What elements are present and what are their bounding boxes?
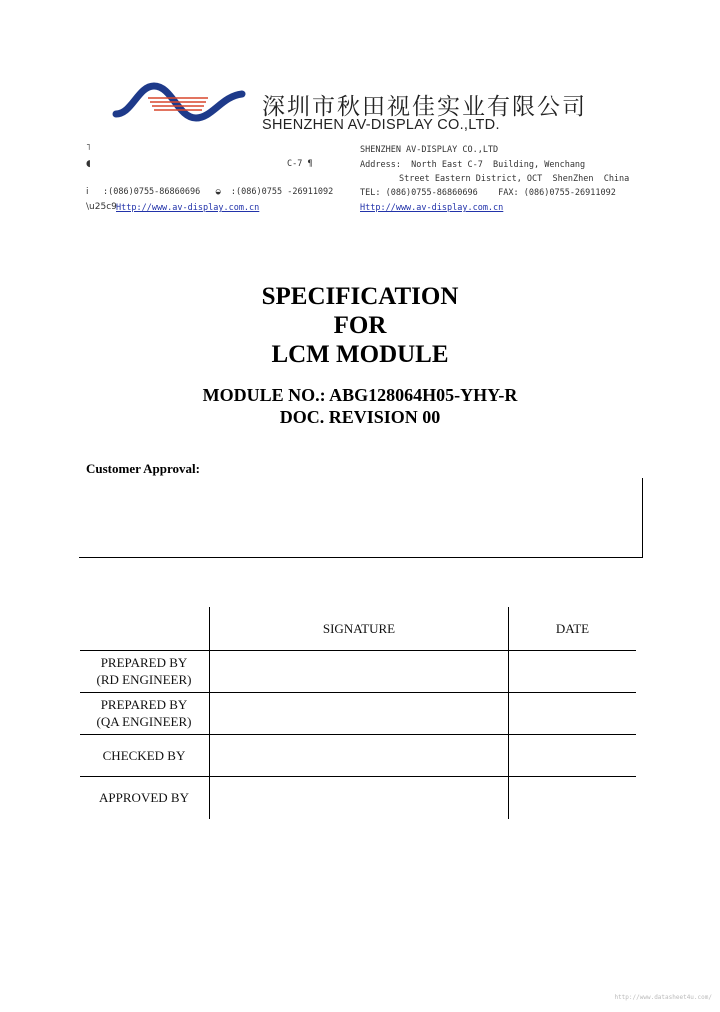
title-specification: SPECIFICATION <box>261 283 459 310</box>
signature-cell-qa[interactable] <box>210 693 508 734</box>
table-row <box>80 747 208 764</box>
building-code: C-7 ¶ <box>287 159 313 169</box>
row-label: PREPARED BY <box>100 697 188 712</box>
date-cell-qa[interactable] <box>509 693 636 734</box>
signature-cell-checked[interactable] <box>210 735 508 776</box>
date-cell-rd[interactable] <box>509 651 636 692</box>
row-label: CHECKED BY <box>102 748 186 763</box>
contact-mark-1: ˥ <box>86 143 91 153</box>
title-lcm-module: LCM MODULE <box>271 341 449 368</box>
company-name-en: SHENZHEN AV-DISPLAY CO.,LTD. <box>262 117 500 133</box>
address-line-1: Address: North East C-7 Building, Wenchang <box>360 160 586 170</box>
approval-box-border-bottom <box>79 557 643 558</box>
signature-cell-rd[interactable] <box>210 651 508 692</box>
contact-mark-2: ◖ <box>86 159 91 169</box>
date-cell-approved[interactable] <box>509 777 636 819</box>
row-sublabel: (QA ENGINEER) <box>96 714 192 729</box>
customer-approval-label: Customer Approval: <box>86 461 200 476</box>
row-sublabel: (RD ENGINEER) <box>96 672 192 687</box>
table-row <box>80 789 208 806</box>
date-cell-checked[interactable] <box>509 735 636 776</box>
company-name-cn: 深圳市秋田视佳实业有限公司 <box>262 94 587 120</box>
left-tel-fax: :(086)0755-86860696 ◒ :(086)0755 -26911092 <box>103 187 334 197</box>
phone-icon: i <box>86 187 89 197</box>
watermark-url: http://www.datasheet4u.com/ <box>614 994 712 1001</box>
row-label: APPROVED BY <box>99 790 189 805</box>
module-number: MODULE NO.: ABG128064H05-YHY-R <box>202 385 518 405</box>
table-row <box>80 654 208 688</box>
doc-revision: DOC. REVISION 00 <box>279 407 441 427</box>
company-logo <box>112 78 247 128</box>
row-label: PREPARED BY <box>100 655 188 670</box>
header-date: DATE <box>555 621 590 636</box>
company-en-contact: SHENZHEN AV-DISPLAY CO.,LTD <box>360 145 499 155</box>
website-link[interactable]: Http://www.av-display.com.cn <box>360 203 504 213</box>
approval-box-border-right <box>642 478 643 557</box>
title-for: FOR <box>333 312 387 339</box>
table-row <box>80 696 208 730</box>
left-website-link[interactable]: Http://www.av-display.com.cn <box>116 203 260 213</box>
header-signature: SIGNATURE <box>322 621 396 636</box>
address-line-2: Street Eastern District, OCT ShenZhen China <box>399 174 630 184</box>
signature-cell-approved[interactable] <box>210 777 508 819</box>
web-icon: \u25c9 <box>86 202 117 212</box>
tel-fax: TEL: (086)0755-86860696 FAX: (086)0755-26911092 <box>360 188 616 198</box>
